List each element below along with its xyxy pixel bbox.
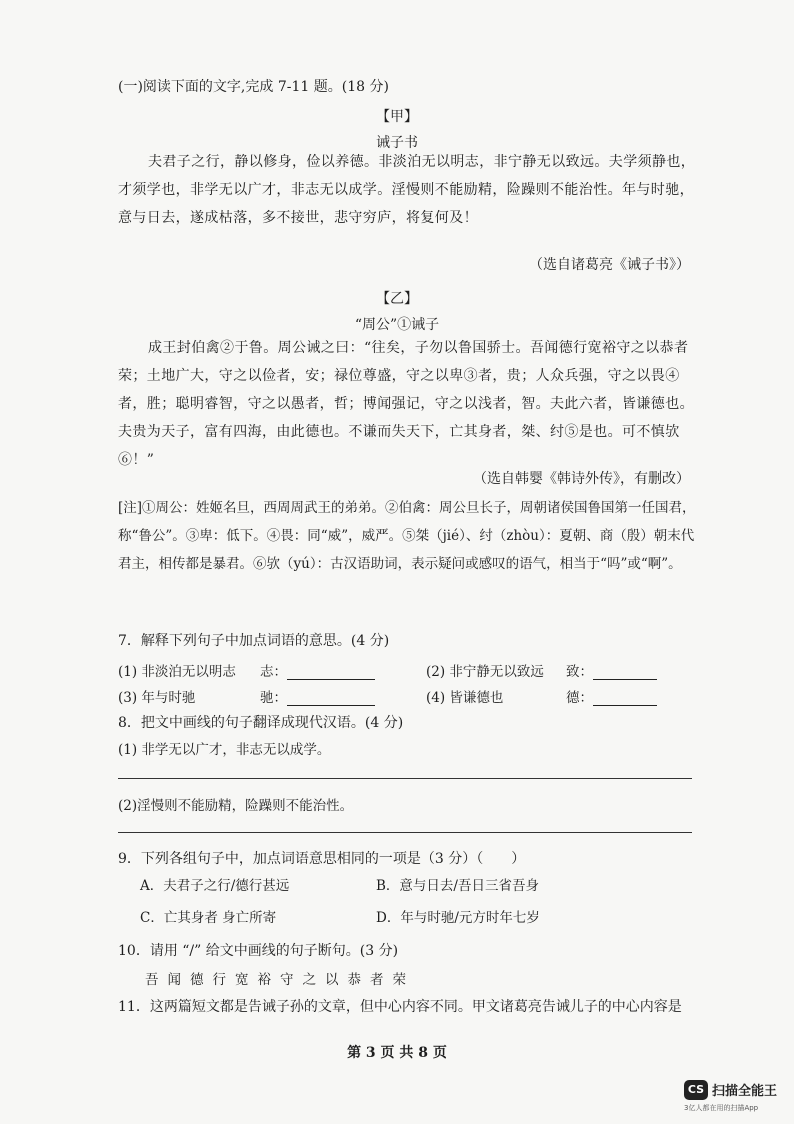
q7-answer-4[interactable]: 德： <box>566 686 657 706</box>
yi-notes: [注]①周公：姓姬名旦，西周周武王的弟弟。②伯禽：周公旦长子，周朝诸侯国鲁国第一任国君，称“鲁公”。③卑：低下。④畏：同“威”，威严。⑤桀（jié）、纣（zhòu）：夏朝、商（殷）朝末代君主，相传都是暴君。⑥欤（yú）：古汉语助词，表示疑问或感叹的语气，相当于“吗”或“啊”。 <box>118 500 696 572</box>
q10-sentence[interactable]: 吾闻德行宽裕守之以恭者荣 <box>145 972 415 988</box>
q7-item-4: (4) 皆谦德也 <box>426 690 504 706</box>
q8-item-2: (2)淫慢则不能励精，险躁则不能治性。 <box>118 798 354 814</box>
answer-blank[interactable] <box>593 665 657 680</box>
jia-source: （选自诸葛亮《诫子书》） <box>529 257 690 273</box>
answer-blank[interactable] <box>593 691 657 706</box>
jia-label: 【甲】 <box>376 109 418 125</box>
q9-option-d[interactable]: D．年与时驰/元方时年七岁 <box>376 910 540 926</box>
jia-title: 诫子书 <box>376 135 418 151</box>
answer-line[interactable] <box>118 778 692 779</box>
yi-title: “周公”①诫子 <box>354 317 440 333</box>
q11-prompt: 11．这两篇短文都是告诫子孙的文章，但中心内容不同。甲文诸葛亮告诫儿子的中心内容是 <box>118 999 682 1015</box>
camscanner-logo-icon: CS <box>684 1080 708 1100</box>
q9-option-b[interactable]: B．意与日去/吾日三省吾身 <box>376 878 539 894</box>
q7-item-2: (2) 非宁静无以致远 <box>426 664 544 680</box>
answer-line[interactable] <box>118 832 692 833</box>
q7-prompt: 7．解释下列句子中加点词语的意思。(4 分) <box>118 633 390 649</box>
section-header: (一)阅读下面的文字,完成 7-11 题。(18 分) <box>118 79 389 95</box>
q8-prompt: 8．把文中画线的句子翻译成现代汉语。(4 分) <box>118 715 404 731</box>
q7-answer-1[interactable]: 志： <box>260 660 375 680</box>
q7-item-3: (3) 年与时驰 <box>118 690 196 706</box>
scanner-watermark <box>684 1078 794 1118</box>
watermark-name: 扫描全能王 <box>712 1084 778 1099</box>
q7-answer-2[interactable]: 致： <box>566 660 657 680</box>
q10-prompt: 10．请用 “/” 给文中画线的句子断句。(3 分) <box>118 943 399 959</box>
q9-prompt: 9．下列各组句子中，加点词语意思相同的一项是（3 分）（ ） <box>118 851 526 867</box>
yi-label: 【乙】 <box>376 291 418 307</box>
q7-answer-3[interactable]: 驰： <box>260 686 375 706</box>
yi-paragraph: 成王封伯禽②于鲁。周公诫之曰：“往矣，子勿以鲁国骄士。吾闻德行宽裕守之以恭者荣；土地广大，守之以俭者，安；禄位尊盛，守之以卑③者，贵；人众兵强，守之以畏④者，胜；聪明睿智，守之以愚者，哲；博闻强记，守之以浅者，智。夫此六者，皆谦德也。夫贵为天子，富有四海，由此德也。不谦而失天下，亡其身者，桀、纣⑤是也。可不慎欤⑥！” <box>118 340 694 468</box>
watermark-tagline: 3亿人都在用的扫描App <box>684 1104 759 1112</box>
q9-option-c[interactable]: C．亡其身者 身亡所寄 <box>140 910 277 926</box>
yi-source: （选自韩婴《韩诗外传》，有删改） <box>473 471 690 487</box>
jia-paragraph: 夫君子之行，静以修身，俭以养德。非淡泊无以明志，非宁静无以致远。夫学须静也，才须学也，非学无以广才，非志无以成学。淫慢则不能励精，险躁则不能治性。年与时驰，意与日去，遂成枯落，多不接世，悲守穷庐，将复何及！ <box>118 154 696 226</box>
answer-blank[interactable] <box>287 665 375 680</box>
q7-item-1: (1) 非淡泊无以明志 <box>118 664 236 680</box>
q8-item-1: (1) 非学无以广才，非志无以成学。 <box>118 742 331 758</box>
page-number: 第 3 页 共 8 页 <box>347 1045 447 1061</box>
answer-blank[interactable] <box>287 691 375 706</box>
q9-option-a[interactable]: A．夫君子之行/德行甚远 <box>140 878 290 894</box>
